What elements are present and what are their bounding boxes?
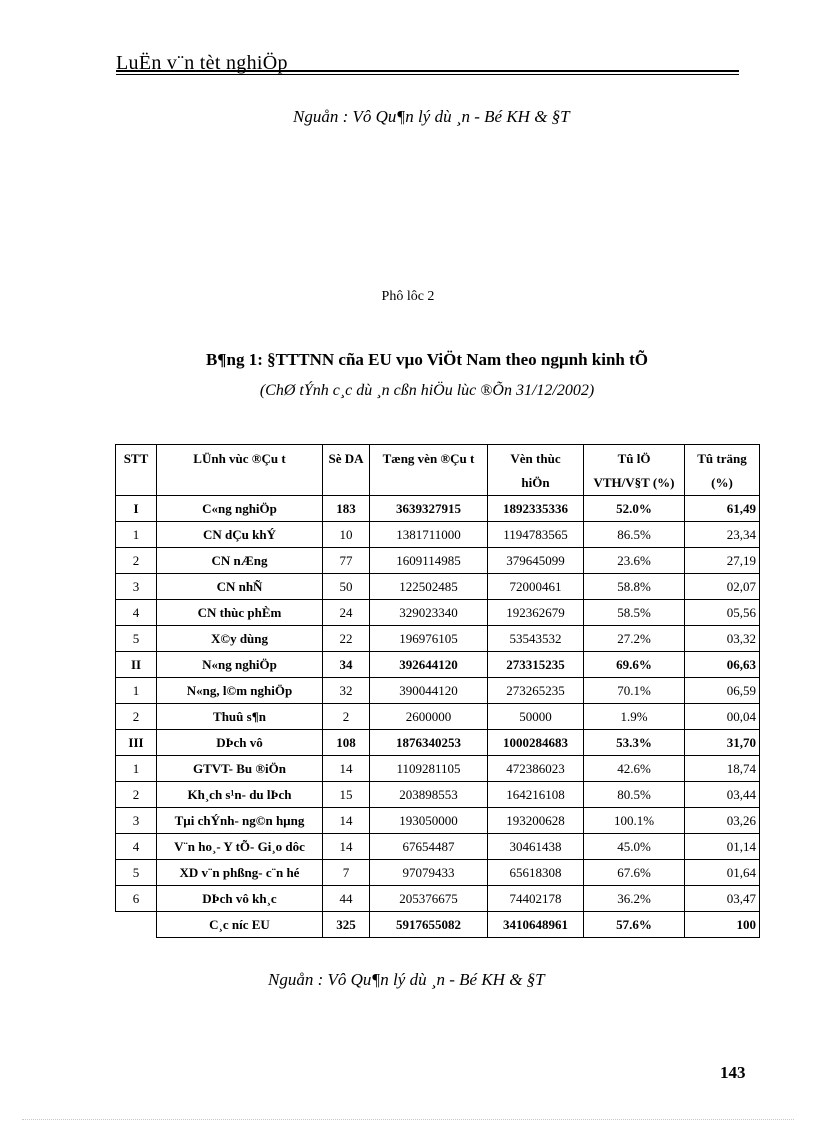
row-count: 14 (323, 834, 370, 860)
table-total-row (116, 912, 760, 938)
table-row (116, 860, 760, 886)
row-count: 32 (323, 678, 370, 704)
row-name: X©y dùng (157, 626, 323, 652)
row-name: CN thùc phÈm (157, 600, 323, 626)
table-subtitle: (ChØ tÝnh c¸c dù ¸n cßn hiÖu lùc ®Õn 31/12/2002) (259, 382, 595, 399)
row-ratio: 67.6% (584, 860, 685, 886)
row-name: Kh¸ch s¹n- du lÞch (157, 782, 323, 808)
row-count: 2 (323, 704, 370, 730)
running-header: LuËn v¨n tèt nghiÖp (116, 52, 288, 74)
row-realized: 164216108 (488, 782, 584, 808)
row-count: 50 (323, 574, 370, 600)
header-ratio: Tû lÖ VTH/V§T (%) (584, 445, 685, 496)
row-share: 27,19 (685, 548, 760, 574)
total-ratio: 57.6% (584, 912, 685, 938)
row-realized: 74402178 (488, 886, 584, 912)
table-row (116, 834, 760, 860)
total-stt (116, 912, 157, 938)
row-count: 24 (323, 600, 370, 626)
row-ratio: 36.2% (584, 886, 685, 912)
row-capital: 1381711000 (370, 522, 488, 548)
row-realized: 50000 (488, 704, 584, 730)
table-body (116, 496, 760, 912)
row-share: 03,44 (685, 782, 760, 808)
row-ratio: 86.5% (584, 522, 685, 548)
row-share: 06,59 (685, 678, 760, 704)
row-realized: 72000461 (488, 574, 584, 600)
row-ratio: 53.3% (584, 730, 685, 756)
row-ratio: 70.1% (584, 678, 685, 704)
table-row (116, 808, 760, 834)
source-note-bottom: Nguån : Vô Qu¶n lý dù ¸n - Bé KH & §T (268, 970, 545, 989)
header-capital: Tæng vèn ®Çu t (370, 445, 488, 496)
header-rule-thin (116, 74, 739, 75)
row-capital: 196976105 (370, 626, 488, 652)
row-ratio: 23.6% (584, 548, 685, 574)
table-row (116, 574, 760, 600)
row-share: 31,70 (685, 730, 760, 756)
row-realized: 30461438 (488, 834, 584, 860)
total-realized: 3410648961 (488, 912, 584, 938)
row-stt: 4 (116, 834, 157, 860)
row-share: 18,74 (685, 756, 760, 782)
row-name: Thuû s¶n (157, 704, 323, 730)
row-share: 02,07 (685, 574, 760, 600)
row-stt: 2 (116, 782, 157, 808)
row-stt: III (116, 730, 157, 756)
table-row (116, 782, 760, 808)
table-row (116, 756, 760, 782)
row-stt: I (116, 496, 157, 522)
row-capital: 329023340 (370, 600, 488, 626)
row-name: C«ng nghiÖp (157, 496, 323, 522)
row-count: 22 (323, 626, 370, 652)
row-count: 14 (323, 756, 370, 782)
row-realized: 53543532 (488, 626, 584, 652)
table-row (116, 678, 760, 704)
row-stt: 1 (116, 678, 157, 704)
row-count: 15 (323, 782, 370, 808)
row-share: 01,14 (685, 834, 760, 860)
row-realized: 472386023 (488, 756, 584, 782)
table-row (116, 652, 760, 678)
row-share: 61,49 (685, 496, 760, 522)
row-capital: 1876340253 (370, 730, 488, 756)
row-name: N«ng nghiÖp (157, 652, 323, 678)
total-share: 100 (685, 912, 760, 938)
row-name: V¨n ho¸- Y tÕ- Gi¸o dôc (157, 834, 323, 860)
row-ratio: 52.0% (584, 496, 685, 522)
row-count: 44 (323, 886, 370, 912)
total-name: C¸c níc EU (157, 912, 323, 938)
header-stt: STT (116, 445, 157, 496)
row-stt: 3 (116, 808, 157, 834)
row-capital: 122502485 (370, 574, 488, 600)
row-capital: 392644120 (370, 652, 488, 678)
table-row (116, 730, 760, 756)
row-share: 03,26 (685, 808, 760, 834)
row-count: 7 (323, 860, 370, 886)
table-title: B¶ng 1: §TTTNN cña EU vµo ViÖt Nam theo ngµnh kinh tÕ (205, 350, 649, 369)
table-row (116, 626, 760, 652)
table-row (116, 496, 760, 522)
row-capital: 205376675 (370, 886, 488, 912)
row-capital: 97079433 (370, 860, 488, 886)
row-stt: 5 (116, 626, 157, 652)
row-capital: 203898553 (370, 782, 488, 808)
row-ratio: 69.6% (584, 652, 685, 678)
row-realized: 273315235 (488, 652, 584, 678)
header-count: Sè DA (323, 445, 370, 496)
header-field: LÜnh vùc ®Çu t (157, 445, 323, 496)
total-count: 325 (323, 912, 370, 938)
row-count: 183 (323, 496, 370, 522)
header-realized: Vèn thùc hiÖn (488, 445, 584, 496)
source-note-top: Nguån : Vô Qu¶n lý dù ¸n - Bé KH & §T (293, 107, 570, 126)
row-count: 77 (323, 548, 370, 574)
row-share: 01,64 (685, 860, 760, 886)
row-name: CN nhÑ (157, 574, 323, 600)
row-share: 03,47 (685, 886, 760, 912)
row-share: 00,04 (685, 704, 760, 730)
row-capital: 3639327915 (370, 496, 488, 522)
row-name: GTVT- Bu ®iÖn (157, 756, 323, 782)
header-share: Tû träng (%) (685, 445, 760, 496)
row-stt: 1 (116, 522, 157, 548)
row-name: DÞch vô (157, 730, 323, 756)
row-name: N«ng, l©m nghiÖp (157, 678, 323, 704)
row-realized: 273265235 (488, 678, 584, 704)
row-realized: 1892335336 (488, 496, 584, 522)
table-row (116, 548, 760, 574)
row-realized: 192362679 (488, 600, 584, 626)
appendix-label: Phô lôc 2 (381, 289, 435, 304)
row-stt: II (116, 652, 157, 678)
row-stt: 4 (116, 600, 157, 626)
table-row (116, 886, 760, 912)
total-capital: 5917655082 (370, 912, 488, 938)
row-share: 23,34 (685, 522, 760, 548)
row-count: 14 (323, 808, 370, 834)
row-share: 05,56 (685, 600, 760, 626)
row-count: 10 (323, 522, 370, 548)
page-bottom-dotted-line (22, 1119, 794, 1120)
table-row (116, 522, 760, 548)
table-row (116, 704, 760, 730)
row-stt: 2 (116, 704, 157, 730)
row-realized: 1000284683 (488, 730, 584, 756)
page-number: 143 (720, 1063, 746, 1082)
row-name: Tµi chÝnh- ng©n hµng (157, 808, 323, 834)
row-ratio: 27.2% (584, 626, 685, 652)
row-realized: 65618308 (488, 860, 584, 886)
row-count: 108 (323, 730, 370, 756)
row-realized: 193200628 (488, 808, 584, 834)
row-realized: 379645099 (488, 548, 584, 574)
row-capital: 390044120 (370, 678, 488, 704)
row-ratio: 100.1% (584, 808, 685, 834)
row-realized: 1194783565 (488, 522, 584, 548)
row-capital: 1609114985 (370, 548, 488, 574)
row-stt: 2 (116, 548, 157, 574)
row-count: 34 (323, 652, 370, 678)
row-capital: 1109281105 (370, 756, 488, 782)
row-ratio: 80.5% (584, 782, 685, 808)
row-capital: 67654487 (370, 834, 488, 860)
row-ratio: 45.0% (584, 834, 685, 860)
row-name: XD v¨n phßng- c¨n hé (157, 860, 323, 886)
row-ratio: 1.9% (584, 704, 685, 730)
row-stt: 6 (116, 886, 157, 912)
table-row (116, 600, 760, 626)
header-rule-thick (116, 70, 739, 72)
row-ratio: 58.8% (584, 574, 685, 600)
row-capital: 193050000 (370, 808, 488, 834)
row-ratio: 42.6% (584, 756, 685, 782)
row-stt: 5 (116, 860, 157, 886)
row-name: CN dÇu khÝ (157, 522, 323, 548)
row-share: 03,32 (685, 626, 760, 652)
row-name: DÞch vô kh¸c (157, 886, 323, 912)
row-stt: 1 (116, 756, 157, 782)
row-name: CN nÆng (157, 548, 323, 574)
row-share: 06,63 (685, 652, 760, 678)
row-stt: 3 (116, 574, 157, 600)
row-capital: 2600000 (370, 704, 488, 730)
fdi-sector-table (115, 444, 760, 938)
table-header-row (116, 445, 760, 496)
row-ratio: 58.5% (584, 600, 685, 626)
